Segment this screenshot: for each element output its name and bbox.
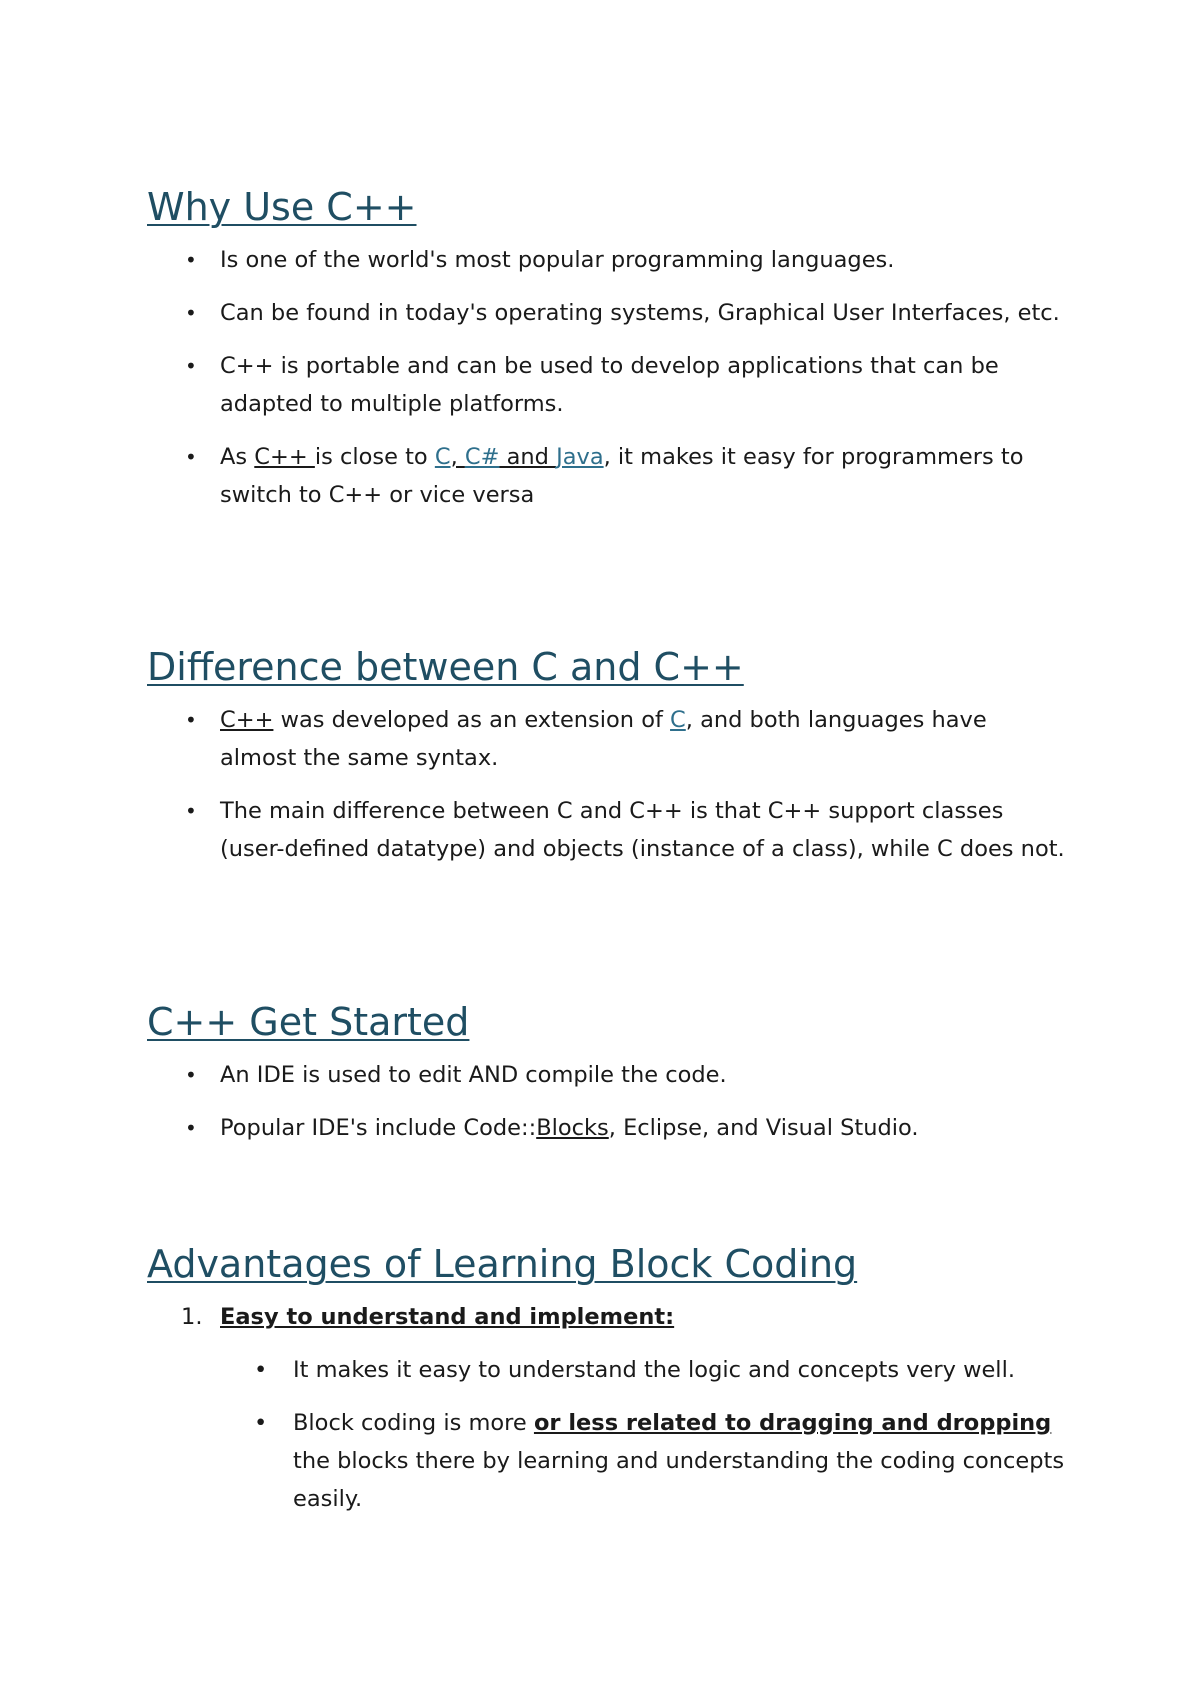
bullet-icon: • <box>185 1063 197 1087</box>
list-item: • Is one of the world's most popular programming languages. <box>147 241 1067 279</box>
heading-why-use-cpp: Why Use C++ <box>147 185 417 229</box>
section-difference <box>147 645 1067 868</box>
bullet-list <box>147 701 1067 868</box>
link-c[interactable]: C <box>670 707 686 733</box>
list-item: • C++ is portable and can be used to develop applications that can be adapted to multiple platforms. <box>147 347 1067 423</box>
section-why-use-cpp <box>147 185 1067 514</box>
list-item: • Block coding is more or less related to dragging and dropping the blocks there by learning and understanding the coding concepts easily. <box>220 1404 1067 1518</box>
list-item <box>147 1298 1067 1518</box>
heading-get-started: C++ Get Started <box>147 1000 470 1044</box>
underlined-text: C++ <box>220 707 274 733</box>
section-get-started <box>147 1000 1067 1147</box>
list-item: • Can be found in today's operating systems, Graphical User Interfaces, etc. <box>147 294 1067 332</box>
bullet-icon: • <box>254 1357 268 1383</box>
section-advantages <box>147 1242 1067 1518</box>
bullet-icon: • <box>185 354 197 378</box>
bullet-icon: • <box>185 301 197 325</box>
list-item: • C++ was developed as an extension of C, and both languages have almost the same syntax. <box>147 701 1067 777</box>
link-csharp[interactable]: C# <box>464 444 500 470</box>
list-item: • Popular IDE's include Code::Blocks, Eclipse, and Visual Studio. <box>147 1109 1067 1147</box>
bullet-icon: • <box>185 445 197 469</box>
underlined-text: Blocks <box>536 1115 609 1141</box>
heading-advantages: Advantages of Learning Block Coding <box>147 1242 858 1286</box>
bullet-list <box>220 1351 1067 1518</box>
underlined-text: C++ <box>254 444 315 470</box>
heading-difference: Difference between C and C++ <box>147 645 744 689</box>
link-java[interactable]: Java <box>556 444 604 470</box>
bold-underlined-text: or less related to dragging and dropping <box>533 1410 1052 1436</box>
list-number: 1. <box>181 1304 203 1330</box>
list-item: • As C++ is close to C, C# and Java, it makes it easy for programmers to switch to C++ or vice versa <box>147 438 1067 514</box>
numbered-list <box>147 1298 1067 1518</box>
list-item: • An IDE is used to edit AND compile the code. <box>147 1056 1067 1094</box>
bullet-list <box>147 1056 1067 1147</box>
bullet-icon: • <box>254 1410 268 1436</box>
list-item: • It makes it easy to understand the logic and concepts very well. <box>220 1351 1067 1389</box>
bullet-icon: • <box>185 248 197 272</box>
subheading: Easy to understand and implement: <box>220 1304 675 1330</box>
link-c[interactable]: C <box>434 444 451 470</box>
bullet-icon: • <box>185 799 197 823</box>
list-item: • The main difference between C and C++ is that C++ support classes (user-defined datatype) and objects (instance of a class), while C does not. <box>147 792 1067 868</box>
bullet-list <box>147 241 1067 514</box>
bullet-icon: • <box>185 1116 197 1140</box>
bullet-icon: • <box>185 708 197 732</box>
